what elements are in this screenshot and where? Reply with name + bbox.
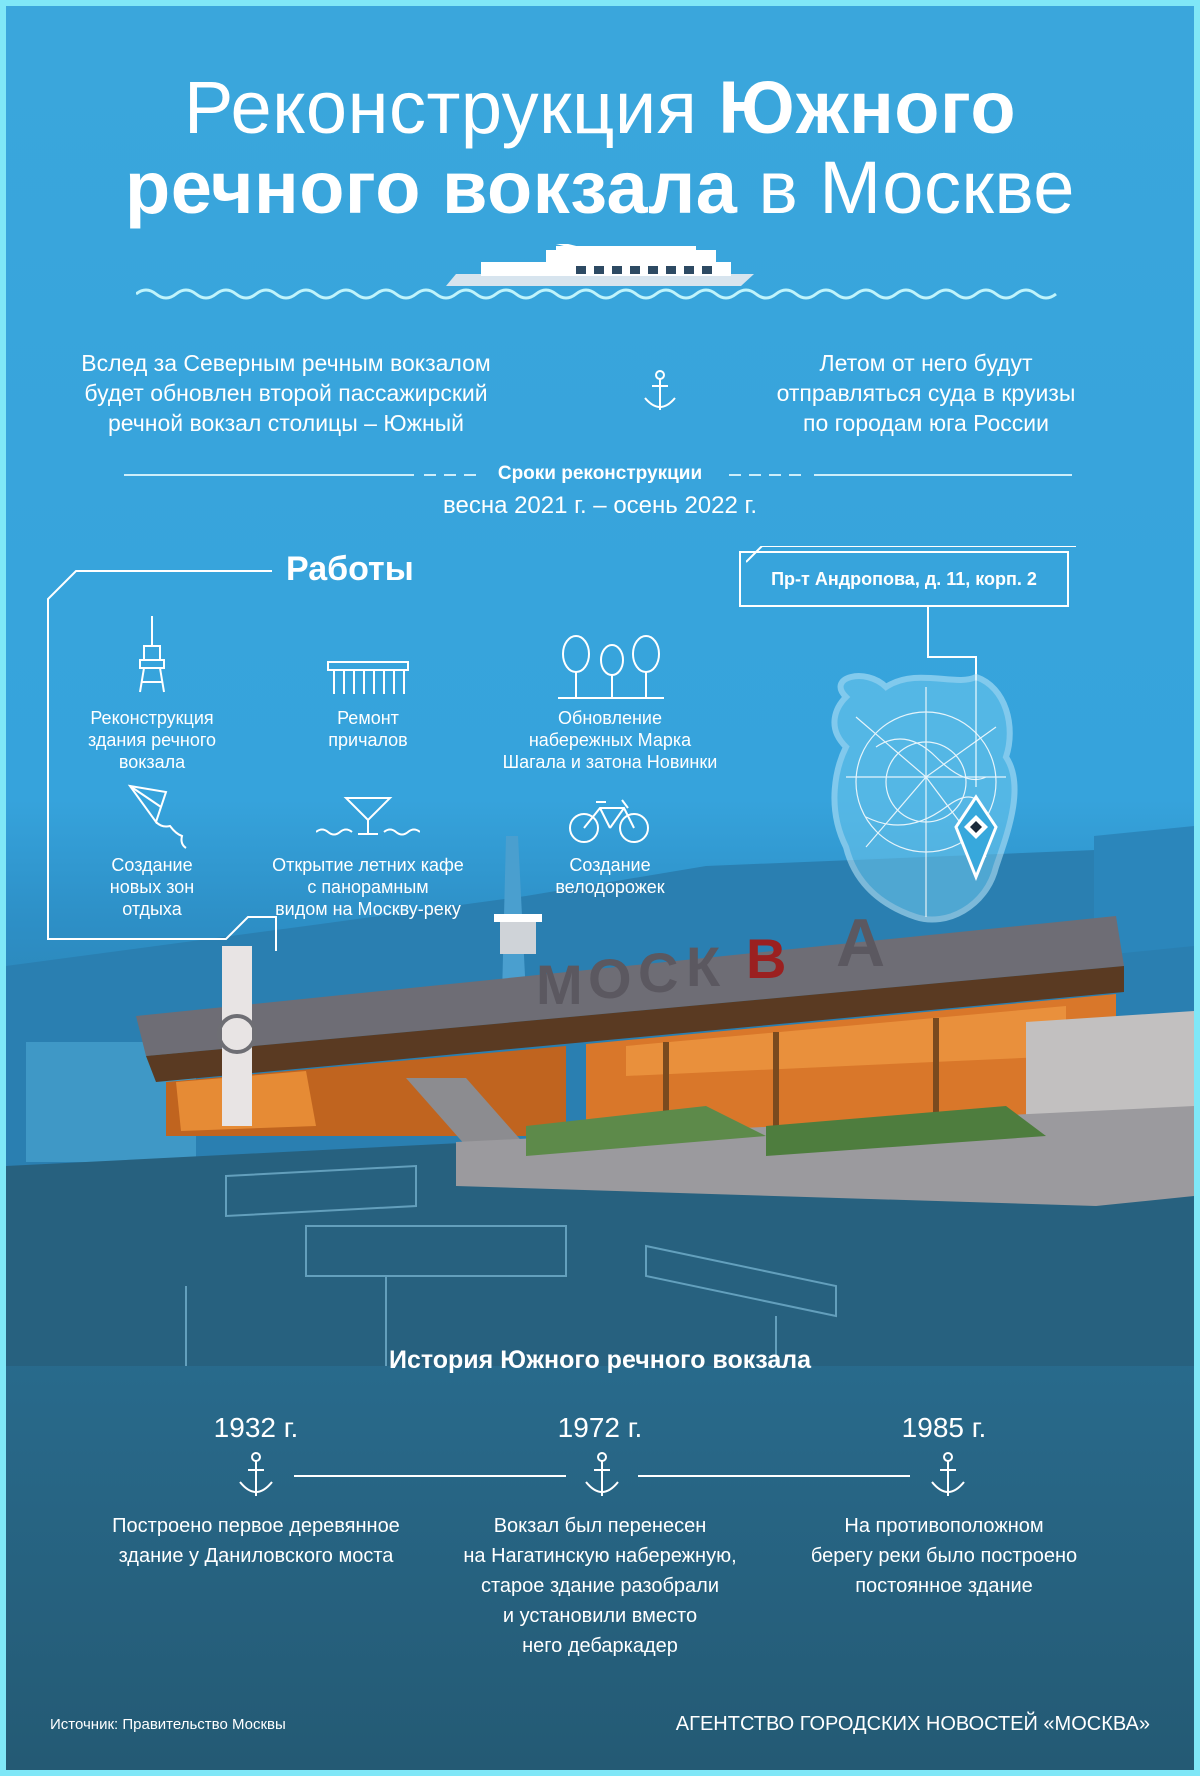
address-label: Пр-т Андропова, д. 11, корп. 2 [739, 551, 1069, 607]
history-year-1: 1932 г. [213, 1412, 299, 1443]
anchor-icon [642, 370, 678, 414]
kite-icon [126, 782, 188, 850]
work-item-embankments: Обновление набережных Марка Шагала и затона Новинки [502, 708, 718, 772]
intro-left: Вслед за Северным речным вокзалом будет обновлен второй пассажирский речной вокзал столицы – Южный [81, 350, 491, 436]
anchor-icon [240, 1453, 272, 1496]
bicycle-icon [568, 796, 650, 844]
works-title: Работы [286, 550, 414, 588]
work-item-bike-paths: Создание велодорожек [555, 855, 665, 897]
title-part-1: Реконструкция [183, 66, 719, 149]
anchor-icon [586, 1453, 618, 1496]
sign-letter-1: М [536, 953, 583, 1016]
tower-icon [134, 616, 170, 696]
sign-letter-2: О [588, 947, 632, 1010]
history-title: История Южного речного вокзала [388, 1346, 812, 1374]
work-item-recreation: Создание новых зон отдыха [109, 855, 195, 919]
ship-icon [446, 244, 754, 286]
title-part-4: в Москве [737, 146, 1075, 229]
waves-decoration [136, 290, 1056, 298]
work-item-cafes: Открытие летних кафе с панорамным видом на Москву-реку [272, 855, 464, 919]
cocktail-icon [316, 796, 420, 844]
intro-right: Летом от него будут отправляться суда в круизы по городам юга России [776, 350, 1076, 436]
sign-letter-5: В [746, 927, 787, 990]
terms-label: Сроки реконструкции [497, 463, 703, 484]
history-text-2: Вокзал был перенесен на Нагатинскую набережную, старое здание разобрали и установили вместо него дебаркадер [463, 1515, 737, 1657]
ship-illustration [136, 244, 1066, 306]
work-item-piers: Ремонт причалов [328, 708, 408, 750]
history-year-2: 1972 г. [557, 1412, 643, 1443]
pier-icon [326, 658, 410, 698]
history-text-3: На противоположном берегу реки было построено постоянное здание [810, 1515, 1078, 1597]
page-title [6, 68, 1194, 228]
sign-letter-3: С [638, 941, 679, 1004]
sign-letter-4: К [686, 935, 721, 998]
title-part-2: Южного [718, 66, 1017, 149]
history-year-3: 1985 г. [901, 1412, 987, 1443]
source-label: Источник: Правительство Москвы [50, 1716, 286, 1733]
title-part-3: речного вокзала [125, 146, 738, 229]
history-timeline [226, 1452, 976, 1500]
terms-value: весна 2021 г. – осень 2022 г. [442, 492, 757, 519]
trees-icon [556, 634, 666, 702]
agency-label: АГЕНТСТВО ГОРОДСКИХ НОВОСТЕЙ «МОСКВА» [675, 1713, 1150, 1735]
work-item-building: Реконструкция здания речного вокзала [87, 708, 217, 772]
history-text-1: Построено первое деревянное здание у Даниловского моста [112, 1515, 400, 1567]
moscow-map [806, 607, 1046, 967]
sign-letter-6: А [836, 905, 886, 981]
anchor-icon [932, 1453, 964, 1496]
